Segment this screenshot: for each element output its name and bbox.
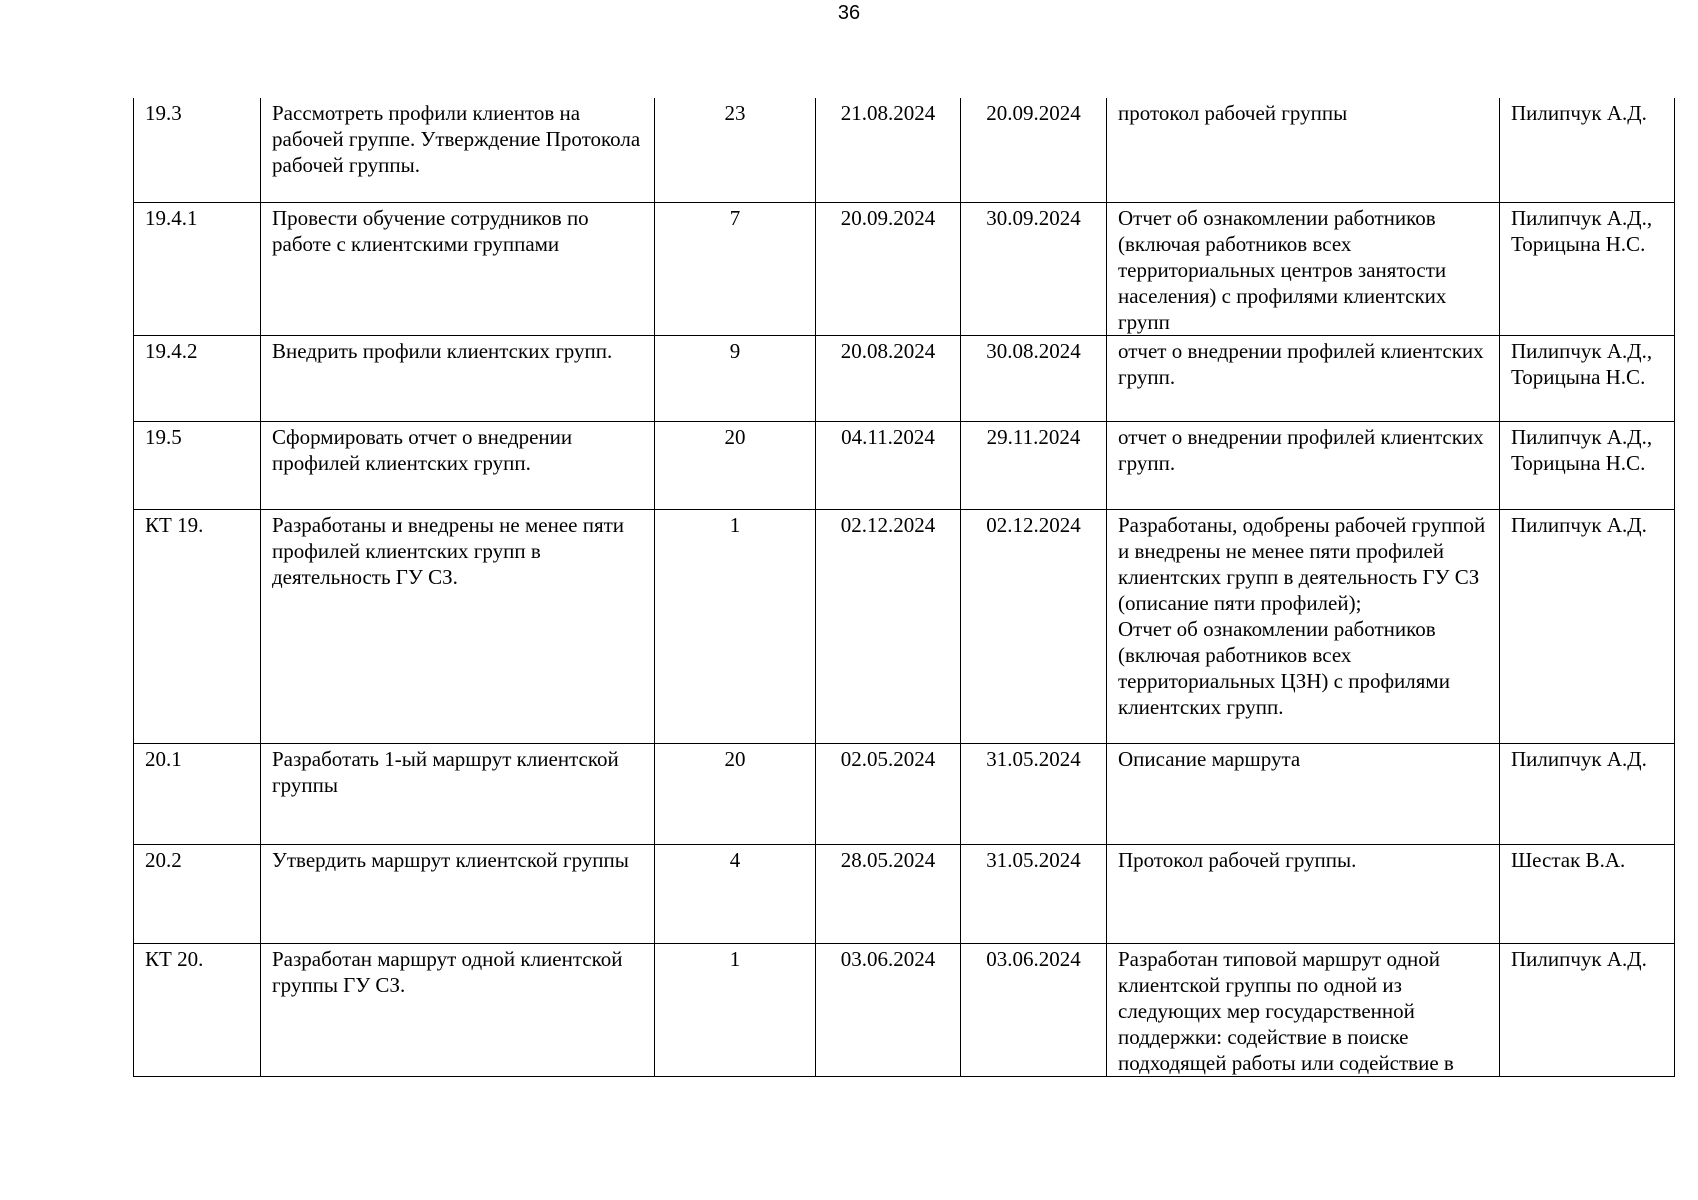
row-responsible: Шестак В.А. — [1500, 844, 1675, 943]
row-id: 19.5 — [134, 421, 261, 509]
table-row — [134, 98, 1675, 202]
row-task: Рассмотреть профили клиентов на рабочей группе. Утверждение Протокола рабочей группы. — [261, 98, 655, 202]
row-result: Разработан типовой маршрут одной клиентской группы по одной из следующих мер государственной поддержки: содействие в поиске подходящей работы или содействие в — [1107, 943, 1500, 1076]
row-start-date: 28.05.2024 — [816, 844, 961, 943]
row-days: 20 — [655, 421, 816, 509]
row-end-date: 31.05.2024 — [961, 743, 1107, 844]
table-row — [134, 943, 1675, 1076]
row-start-date: 20.08.2024 — [816, 335, 961, 421]
row-days: 7 — [655, 202, 816, 335]
row-start-date: 02.12.2024 — [816, 509, 961, 743]
row-responsible: Пилипчук А.Д. — [1500, 743, 1675, 844]
table-row — [134, 743, 1675, 844]
row-result: отчет о внедрении профилей клиентских групп. — [1107, 335, 1500, 421]
table-row — [134, 202, 1675, 335]
row-responsible: Пилипчук А.Д. — [1500, 509, 1675, 743]
row-id: 20.1 — [134, 743, 261, 844]
row-days: 9 — [655, 335, 816, 421]
row-id: КТ 20. — [134, 943, 261, 1076]
row-end-date: 30.08.2024 — [961, 335, 1107, 421]
row-task: Разработать 1-ый маршрут клиентской группы — [261, 743, 655, 844]
row-result: протокол рабочей группы — [1107, 98, 1500, 202]
row-responsible: Пилипчук А.Д., Торицына Н.С. — [1500, 421, 1675, 509]
row-days: 23 — [655, 98, 816, 202]
table-row — [134, 844, 1675, 943]
row-end-date: 02.12.2024 — [961, 509, 1107, 743]
row-end-date: 31.05.2024 — [961, 844, 1107, 943]
row-result: Описание маршрута — [1107, 743, 1500, 844]
row-result: отчет о внедрении профилей клиентских групп. — [1107, 421, 1500, 509]
row-task: Разработан маршрут одной клиентской группы ГУ СЗ. — [261, 943, 655, 1076]
table-row — [134, 509, 1675, 743]
row-task: Сформировать отчет о внедрении профилей клиентских групп. — [261, 421, 655, 509]
row-id: 20.2 — [134, 844, 261, 943]
row-days: 1 — [655, 509, 816, 743]
row-task: Утвердить маршрут клиентской группы — [261, 844, 655, 943]
row-id: КТ 19. — [134, 509, 261, 743]
row-end-date: 03.06.2024 — [961, 943, 1107, 1076]
row-responsible: Пилипчук А.Д., Торицына Н.С. — [1500, 335, 1675, 421]
row-responsible: Пилипчук А.Д., Торицына Н.С. — [1500, 202, 1675, 335]
row-task: Внедрить профили клиентских групп. — [261, 335, 655, 421]
row-start-date: 03.06.2024 — [816, 943, 961, 1076]
page-number: 36 — [837, 2, 861, 24]
row-result: Разработаны, одобрены рабочей группой и внедрены не менее пяти профилей клиентских групп в деятельность ГУ СЗ (описание пяти профилей); Отчет об ознакомлении работников (включая работников всех территориальных ЦЗН) с профилями клиентских групп. — [1107, 509, 1500, 743]
table-row — [134, 421, 1675, 509]
row-end-date: 20.09.2024 — [961, 98, 1107, 202]
row-days: 20 — [655, 743, 816, 844]
row-days: 1 — [655, 943, 816, 1076]
row-id: 19.4.2 — [134, 335, 261, 421]
row-end-date: 30.09.2024 — [961, 202, 1107, 335]
row-result: Протокол рабочей группы. — [1107, 844, 1500, 943]
row-task: Разработаны и внедрены не менее пяти профилей клиентских групп в деятельность ГУ СЗ. — [261, 509, 655, 743]
row-task: Провести обучение сотрудников по работе с клиентскими группами — [261, 202, 655, 335]
row-start-date: 21.08.2024 — [816, 98, 961, 202]
row-end-date: 29.11.2024 — [961, 421, 1107, 509]
row-start-date: 04.11.2024 — [816, 421, 961, 509]
row-responsible: Пилипчук А.Д. — [1500, 943, 1675, 1076]
row-id: 19.3 — [134, 98, 261, 202]
row-start-date: 02.05.2024 — [816, 743, 961, 844]
row-responsible: Пилипчук А.Д. — [1500, 98, 1675, 202]
plan-table — [133, 98, 1675, 1077]
table-row — [134, 335, 1675, 421]
row-id: 19.4.1 — [134, 202, 261, 335]
row-start-date: 20.09.2024 — [816, 202, 961, 335]
row-days: 4 — [655, 844, 816, 943]
row-result: Отчет об ознакомлении работников (включая работников всех территориальных центров занятости населения) с профилями клиентских групп — [1107, 202, 1500, 335]
